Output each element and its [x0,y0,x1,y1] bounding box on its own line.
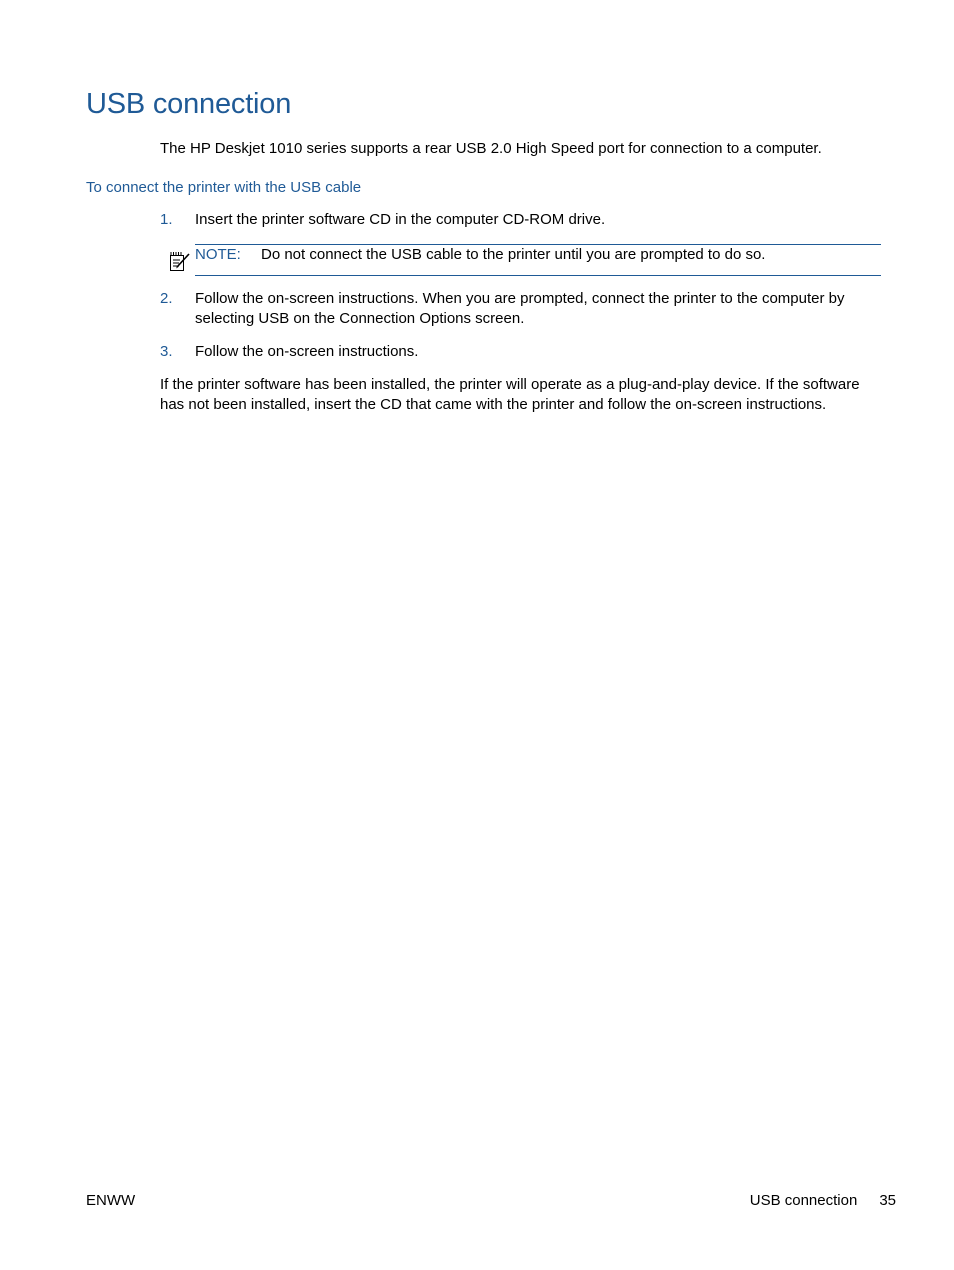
footer-right [750,1192,896,1209]
footer-left: ENWW [86,1192,136,1209]
page-number: 35 [879,1192,896,1209]
note-text: Do not connect the USB cable to the printer until you are prompted to do so. [261,246,766,263]
step-number: 2. [160,290,173,307]
usb-term: USB [258,309,290,327]
step-number: 1. [160,211,173,228]
step-text-part: on the [289,309,340,327]
note-label: NOTE: [195,246,241,263]
step-text-part: screen. [471,309,525,327]
step-text: Follow the on-screen instructions. [195,343,419,360]
section-heading: To connect the printer with the USB cable [86,179,362,196]
closing-paragraph: If the printer software has been installed, the printer will operate as a plug-and-play device. If the software has not been installed, insert the CD that came with the printer and follow the on-screen instructions. [160,376,860,413]
step-number: 3. [160,343,173,360]
intro-paragraph: The HP Deskjet 1010 series supports a rear USB 2.0 High Speed port for connection to a computer. [160,140,822,157]
footer-section: USB connection [749,1192,858,1209]
note-pencil-icon [169,250,191,272]
step-text: Insert the printer software CD in the computer CD-ROM drive. [195,211,606,228]
note-box [195,244,881,276]
step-text-part: Follow the on-screen instructions. When you are prompted, connect the printer to the computer by selecting [195,290,845,327]
connection-options-term: Connection Options [339,309,472,327]
page-title: USB connection [86,88,292,120]
step-text [195,289,885,328]
